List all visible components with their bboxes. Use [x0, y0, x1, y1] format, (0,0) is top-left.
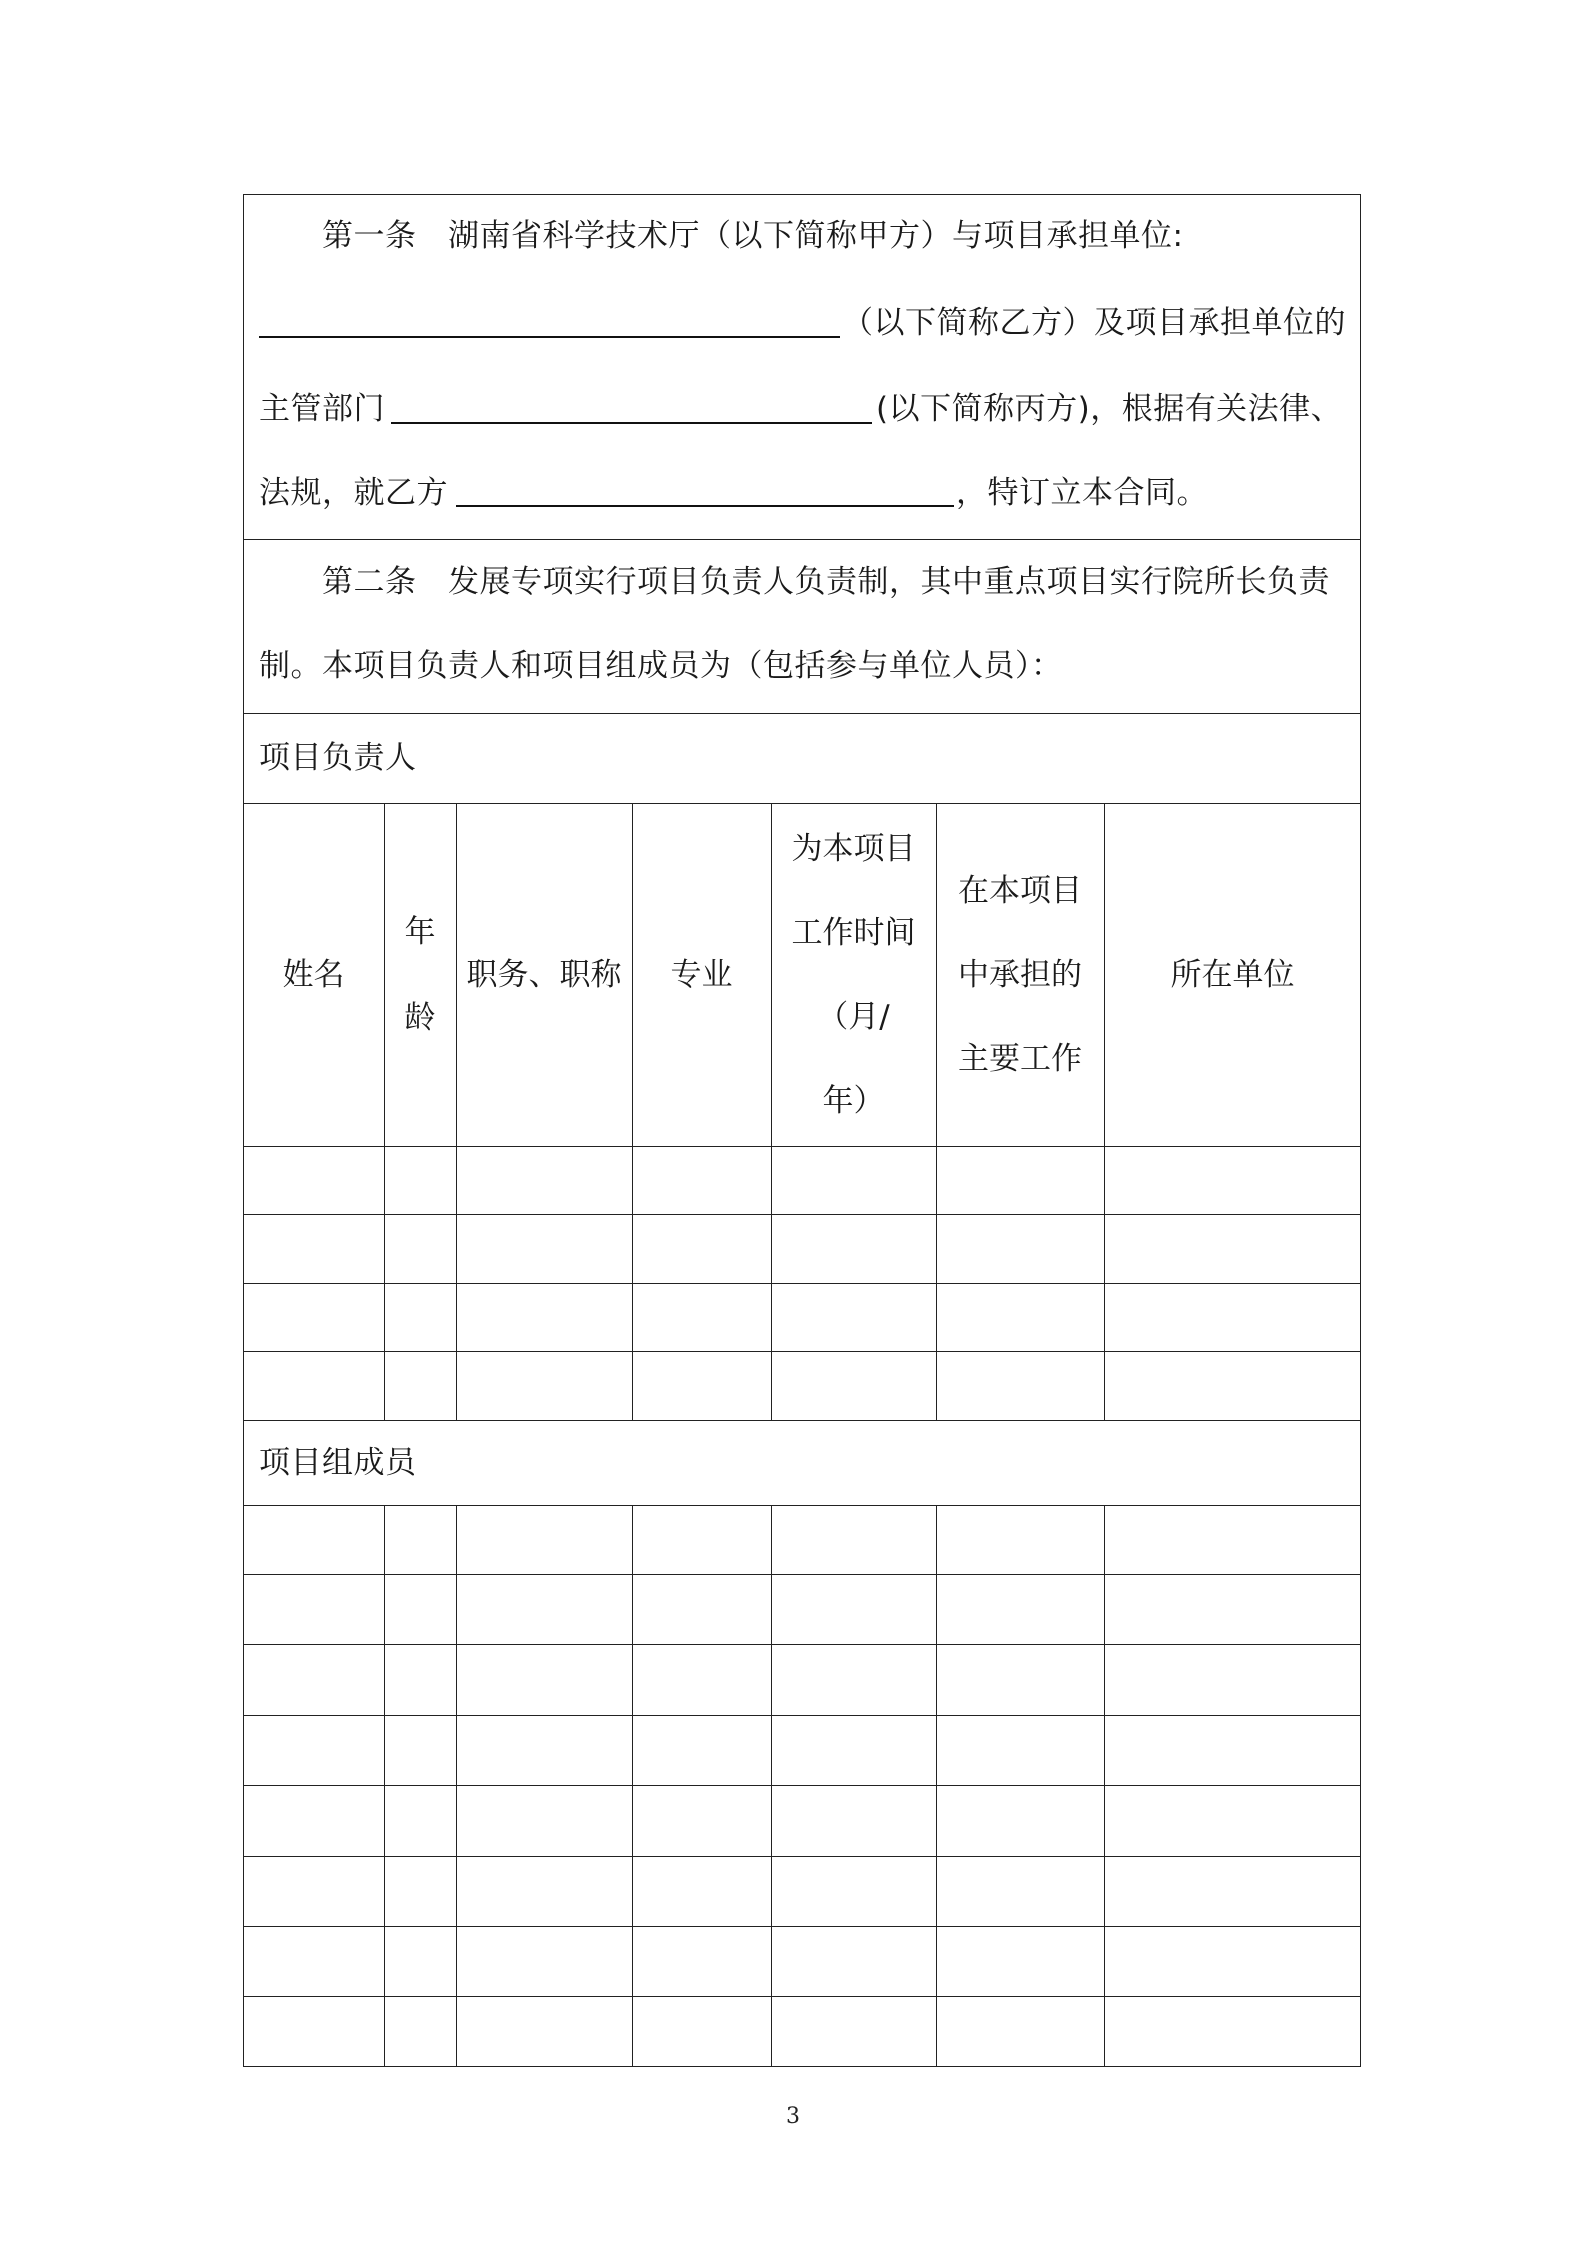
- row-divider: [243, 1715, 1361, 1716]
- header-work-time-line: 年）: [822, 1082, 885, 1119]
- party-c-blank[interactable]: [391, 422, 872, 424]
- project-name-blank[interactable]: [456, 505, 954, 507]
- members-section-label: 项目组成员: [259, 1445, 417, 1481]
- row-divider: [243, 1351, 1361, 1352]
- page-number: 3: [786, 2104, 800, 2129]
- row-divider: [243, 1996, 1361, 1997]
- article1-line4-prefix: 法规，就乙方: [259, 475, 448, 511]
- row-divider: [243, 1574, 1361, 1575]
- column-divider: [936, 1505, 937, 2067]
- header-age-char: 年: [404, 913, 436, 950]
- header-major-text: 专业: [670, 956, 733, 993]
- row-divider: [243, 1283, 1361, 1284]
- column-divider: [1104, 1505, 1105, 2067]
- column-divider: [771, 1505, 772, 2067]
- row-divider: [243, 1856, 1361, 1857]
- article2-line2: 制。本项目负责人和项目组成员为（包括参与单位人员）：: [259, 648, 1063, 684]
- article1-line4-suffix: ，特订立本合同。: [956, 475, 1208, 511]
- header-main-work-line: 在本项目: [958, 872, 1082, 909]
- header-main-work: [936, 803, 1104, 1146]
- header-main-work-line: 主要工作: [958, 1040, 1082, 1077]
- header-unit: [1104, 803, 1361, 1146]
- article1-line3-prefix: 主管部门: [259, 391, 385, 427]
- header-age-char: 龄: [404, 999, 436, 1036]
- header-main-work-line: 中承担的: [958, 956, 1082, 993]
- column-divider: [456, 1505, 457, 2067]
- row-divider: [243, 1926, 1361, 1927]
- header-age: [384, 803, 456, 1146]
- article2-line1: 第二条 发展专项实行项目负责人负责制，其中重点项目实行院所长负责: [322, 564, 1330, 600]
- row-divider: [243, 1420, 1361, 1421]
- row-divider: [243, 1785, 1361, 1786]
- row-divider: [243, 1214, 1361, 1215]
- article1-line1: 第一条 湖南省科学技术厅（以下简称甲方）与项目承担单位:: [322, 218, 1184, 254]
- leader-section-label: 项目负责人: [259, 740, 417, 776]
- header-name-text: 姓名: [282, 956, 345, 993]
- header-work-time-line: 工作时间: [791, 914, 916, 951]
- header-major: [632, 803, 771, 1146]
- row-divider: [243, 1146, 1361, 1147]
- article1-line2-suffix: （以下简称乙方）及项目承担单位的: [842, 305, 1346, 341]
- column-divider: [632, 1505, 633, 2067]
- row-divider: [243, 539, 1361, 540]
- row-divider: [243, 1505, 1361, 1506]
- header-work-time-line: （月/: [817, 998, 890, 1035]
- row-divider: [243, 713, 1361, 714]
- row-divider: [243, 1644, 1361, 1645]
- header-title-text: 职务、职称: [466, 956, 622, 993]
- header-work-time: [771, 803, 936, 1146]
- article1-line3-suffix: (以下简称丙方)，根据有关法律、: [876, 391, 1343, 427]
- column-divider: [384, 1505, 385, 2067]
- header-unit-text: 所在单位: [1170, 956, 1295, 993]
- header-name: [243, 803, 384, 1146]
- header-work-time-line: 为本项目: [791, 830, 916, 867]
- header-title: [456, 803, 632, 1146]
- party-b-blank[interactable]: [259, 336, 840, 338]
